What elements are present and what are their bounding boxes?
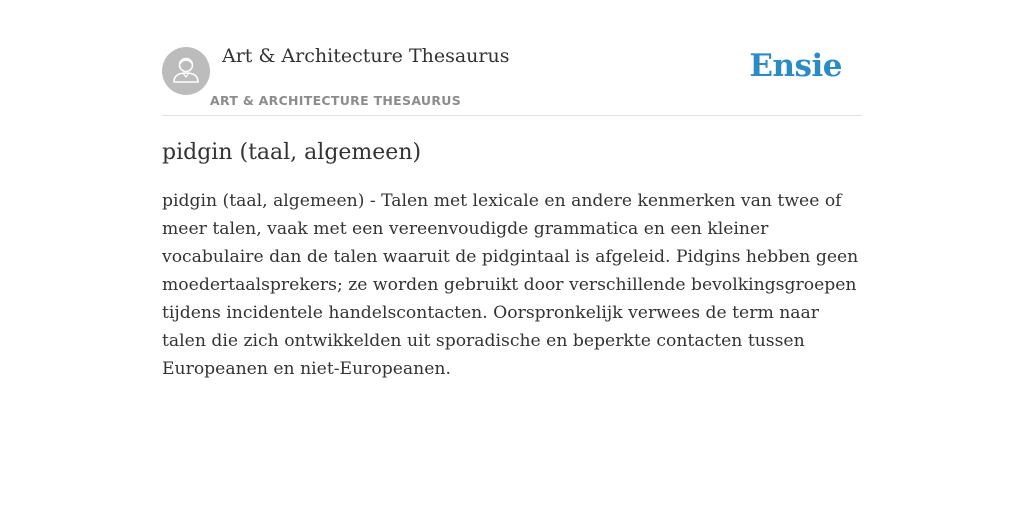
user-icon: [162, 47, 210, 95]
source-title[interactable]: Art & Architecture Thesaurus: [222, 45, 510, 67]
avatar[interactable]: [162, 47, 210, 95]
brand-logo[interactable]: Ensie: [749, 48, 842, 84]
source-subtitle[interactable]: ART & ARCHITECTURE THESAURUS: [210, 93, 462, 108]
definition-text: pidgin (taal, algemeen) - Talen met lexicale en andere kenmerken van twee of meer talen, vaak met een vereenvoudigde grammatica en een kleiner vocabulaire dan de talen waaruit de pidgintaal is afgeleid. Pidgins hebben geen moedertaalsprekers; ze worden gebruikt door verschillende bevolkingsgroepen tijdens incidentele handelscontacten. Oorspronkelijk verwees de term naar talen die zich ontwikkelden uit sporadische en beperkte contacten tussen Europeanen en niet-Europeanen.: [162, 191, 859, 379]
page-title: pidgin (taal, algemeen): [162, 140, 422, 165]
entry-card: [162, 44, 862, 383]
entry-header: [162, 44, 862, 116]
